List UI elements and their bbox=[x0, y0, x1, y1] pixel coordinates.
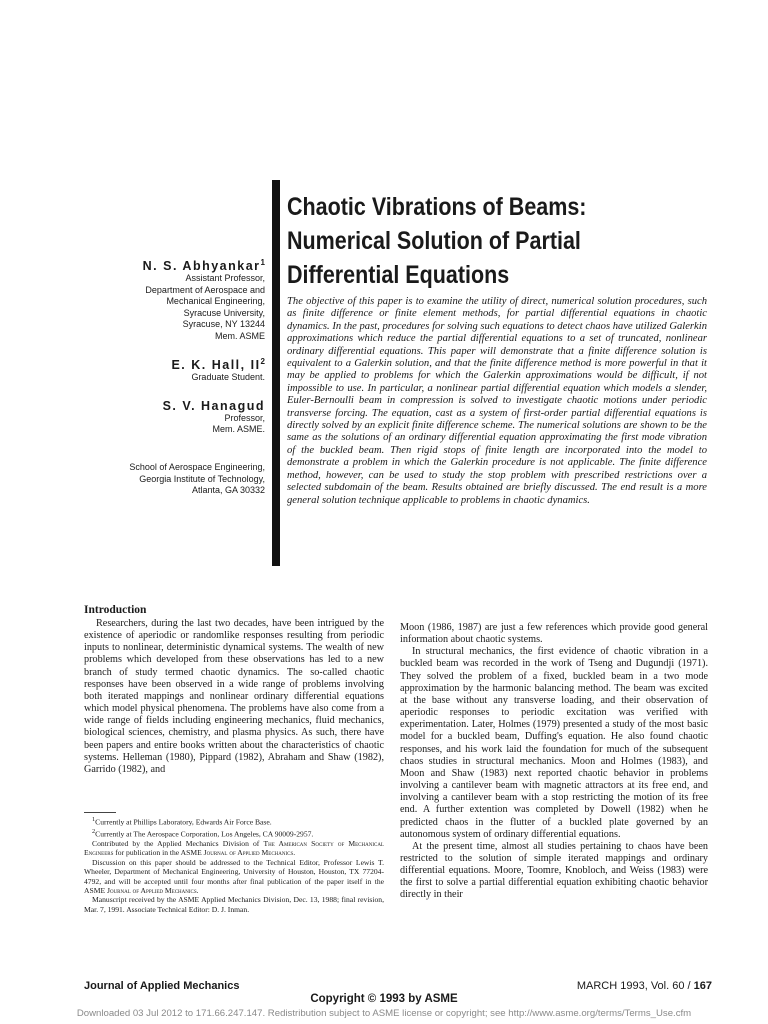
author-footnote-mark: 2 bbox=[260, 357, 265, 367]
footnote-manuscript: Manuscript received by the ASME Applied Mechanics Division, Dec. 13, 1988; final revision, Mar. 7, 1991. Associate Technical Editor: D. J. Inman. bbox=[84, 895, 384, 914]
school-affiliation bbox=[100, 462, 265, 497]
title-line: Numerical Solution of Partial bbox=[287, 227, 581, 255]
author-affiliation-line: Department of Aerospace and bbox=[145, 284, 265, 295]
author-name: N. S. Abhyankar bbox=[142, 259, 261, 274]
author-hanagud bbox=[100, 399, 265, 436]
author-affiliation-line: Assistant Professor, bbox=[185, 273, 265, 284]
school-line: Atlanta, GA 30332 bbox=[191, 485, 265, 495]
author-footnote-mark: 1 bbox=[260, 258, 265, 267]
footer-journal-name: Journal of Applied Mechanics bbox=[84, 980, 240, 992]
title-line: Chaotic Vibrations of Beams: bbox=[287, 193, 587, 221]
author-affiliation-line: Graduate Student. bbox=[191, 372, 265, 383]
author-affiliation-line: Mem. ASME bbox=[214, 330, 265, 341]
author-name: E. K. Hall, II bbox=[171, 358, 261, 373]
author-abhyankar bbox=[100, 258, 265, 342]
footnotes bbox=[84, 815, 384, 914]
author-affiliation-line: Mechanical Engineering, bbox=[166, 296, 265, 307]
footnote-rule bbox=[84, 812, 116, 813]
author-name: S. V. Hanagud bbox=[162, 398, 265, 413]
footnote-contribution: Contributed by the Applied Mechanics Division of The American Society of Mechanical Engineers for publication in the ASME Journal of Applied Mechanics. bbox=[84, 838, 384, 858]
body-paragraph: At the present time, almost all studies pertaining to chaos have been restricted to the solution of simple iterated mappings and ordinary differential equations. Moore, Toomre, Knobloch, and Weiss (1983) were the first to solve a partial differential equation exhibiting chaotic behavior directly in their bbox=[400, 840, 708, 901]
author-hall bbox=[100, 357, 265, 384]
paper-title bbox=[287, 190, 665, 292]
section-heading-introduction: Introduction bbox=[84, 604, 147, 616]
school-line: Georgia Institute of Technology, bbox=[139, 473, 265, 484]
author-affiliation-line: Syracuse University, bbox=[183, 307, 265, 318]
author-list bbox=[100, 258, 265, 451]
download-notice: Downloaded 03 Jul 2012 to 171.66.247.147. Redistribution subject to ASME license or copyright; see http://www.asme.org/terms/Terms_Use.cfm bbox=[76, 1008, 692, 1019]
body-paragraph: Moon (1986, 1987) are just a few references which provide good general information about chaotic systems. bbox=[400, 622, 708, 646]
author-affiliation-line: Mem. ASME. bbox=[212, 424, 265, 435]
body-column-left bbox=[84, 618, 384, 776]
title-vertical-rule bbox=[272, 180, 280, 566]
footnote-discussion: Discussion on this paper should be addressed to the Technical Editor, Professor Lewis T. Wheeler, Department of Mechanical Engineering, University of Houston, Houston, TX 77204-4792, and will be accepted until four months after final publication of the paper itself in the ASME Journal of Applied Mechanics. bbox=[84, 857, 384, 895]
footnote-2: $^2$Currently at The Aerospace Corporation, Los Angeles, CA 90009-2957. bbox=[92, 827, 314, 839]
page-number: 167 bbox=[693, 980, 712, 992]
copyright-line: Copyright © 1993 by ASME bbox=[310, 993, 458, 1005]
body-column-right bbox=[400, 622, 708, 902]
title-line: Differential Equations bbox=[287, 261, 510, 289]
abstract: The objective of this paper is to examine the utility of direct, numerical solution procedures, such as finite difference or finite element methods, for partial differential equations in chaotic dynamics. In the past, procedures for solving such equations to detect chaos have utilized Galerkin approximations which reduce the partial differential equations to a set of truncated, nonlinear ordinary differential equations. This paper will demonstrate that a finite difference solution is equivalent to a Galerkin solution, and that the finite difference method is more powerful in that it may be applied to problems for which the Galerkin approximations would be difficult, if not impossible to use. In particular, a nonlinear partial differential equation which models a slender, Euler-Bernoulli beam in compression is solved to investigate chaotic motions under periodic transverse forcing. The equation, cast as a system of first-order partial differential equations is directly solved by an explicit finite difference scheme. The numerical solutions are shown to be the same as the solutions of an ordinary differential equation approximating the first mode vibration of the buckled beam. Then rigid stops of finite length are incorporated into the model to demonstrate a problem in which the Galerkin procedure is not applicable. The finite difference method, however, can be used to study the stop problem with prescribed restrictions over a selected subdomain of the beam. Results obtained are briefly discussed. The end result is a more general solution technique applicable to problems in chaotic dynamics. bbox=[287, 296, 707, 506]
footnote-1: $^1$Currently at Phillips Laboratory, Edwards Air Force Base. bbox=[92, 816, 272, 827]
author-affiliation-line: Syracuse, NY 13244 bbox=[182, 319, 265, 330]
body-paragraph: In structural mechanics, the first evidence of chaotic vibration in a buckled beam was recorded in the work of Tseng and Dugundji (1971). They solved the problem of a fixed, buckled beam in a two mode approximation by the harmonic balancing method. The beam was excited at the base without any transverse loading, and their observation of aperiodic responses to periodic excitation was verified with experimentation. Later, Holmes (1979) presented a study of the most basic model for a buckled beam, Duffing's equation. He also found chaotic responses, and his work laid the foundation for much of the subsequent chaos studies in structural mechanics. Moon and Holmes (1983), and Moon and Shaw (1983) next reported chaotic behavior in problems involving a cantilever beam with magnetic attractors at its free end, and involving a cantilever beam with a stop restricting the motion of its free end. A further extention was completed by Dowell (1982) when he predicted chaos in the flutter of a buckled plate governed by an autonomous system of ordinary differential equations. bbox=[400, 646, 708, 840]
school-line: School of Aerospace Engineering, bbox=[129, 462, 265, 472]
author-affiliation-line: Professor, bbox=[224, 412, 265, 423]
footer-issue-info: MARCH 1993, Vol. 60 / 167 bbox=[576, 980, 712, 992]
body-paragraph: Researchers, during the last two decades, have been intrigued by the existence of aperiodic or randomlike responses resulting from periodic inputs to nonlinear, deterministic dynamical systems. The wealth of new problems which developed from these observations has led to a new branch of study termed chaotic dynamics. The so-called chaotic responses have been observed in a wide range of problems involving both iterated mappings and nonlinear ordinary differential equations which model physical phenomena. The problems have also come from a wide range of fields including engineering mechanics, fluid mechanics, biological sciences, chemistry, and plasma physics. As such, there have been papers and entire books written about the characteristics of chaotic systems. Helleman (1980), Pippard (1982), Abraham and Shaw (1982), Garrido (1982), and bbox=[84, 618, 384, 775]
